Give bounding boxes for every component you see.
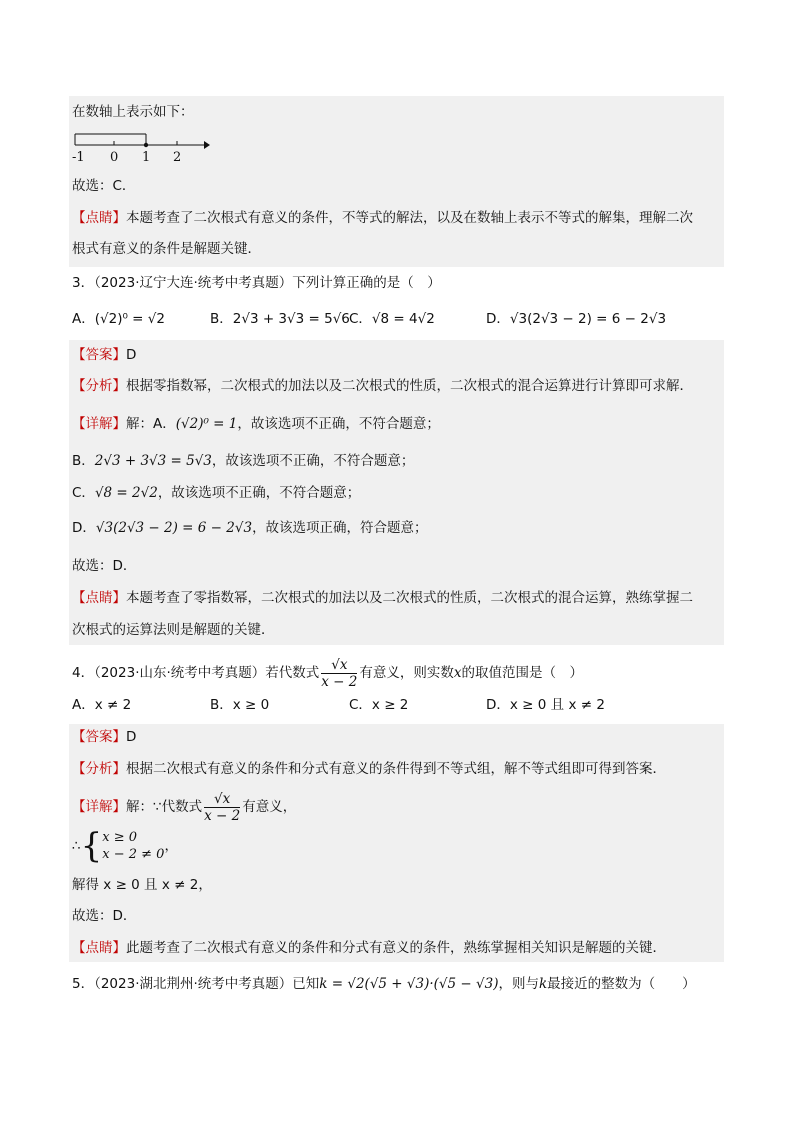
q5-stem-prefix: 5．（2023·湖北荆州·统考中考真题）已知 xyxy=(72,976,320,992)
detail-suffix: 有意义， xyxy=(242,799,297,815)
detail-d-math: √3(2√3 − 2) = 6 − 2√3 xyxy=(95,520,253,536)
q4-system: ∴{ x ≥ 0 x − 2 ≠ 0 ， xyxy=(72,826,178,866)
tick-label-0: 0 xyxy=(110,150,119,164)
comment-tag: 【点睛】 xyxy=(72,940,126,956)
q3-option-b: B．2√3 + 3√3 = 5√6 xyxy=(210,311,350,327)
q3-stem: 3．（2023·辽宁大连·统考中考真题）下列计算正确的是（ ） xyxy=(72,275,441,291)
detail-c-prefix: C． xyxy=(72,485,95,501)
detail-b-math: 2√3 + 3√3 = 5√3 xyxy=(94,453,212,469)
tick-label-2: 2 xyxy=(173,150,182,164)
analysis-text: 根据二次根式有意义的条件和分式有意义的条件得到不等式组，解不等式组即可得到答案． xyxy=(126,761,666,777)
comment-text: 此题考查了二次根式有意义的条件和分式有意义的条件，熟练掌握相关知识是解题的关键． xyxy=(126,940,666,956)
fraction-denominator: x − 2 xyxy=(204,807,241,824)
fraction-denominator: x − 2 xyxy=(321,673,358,690)
system-line-1: x ≥ 0 xyxy=(102,830,137,845)
detail-d-prefix: D． xyxy=(72,520,96,536)
q4-detail xyxy=(72,790,296,824)
detail-fraction xyxy=(204,791,240,824)
q3-option-c: C．√8 = 4√2 xyxy=(349,311,435,327)
q4-choice: 故选：D． xyxy=(72,908,137,924)
q5-stem-mid: ，则与 xyxy=(498,976,539,992)
q4-stem-prefix: 4．（2023·山东·统考中考真题）若代数式 xyxy=(72,665,320,681)
tick-label-neg1: -1 xyxy=(72,150,85,164)
q4-option-c: C．x ≥ 2 xyxy=(349,697,409,713)
tick-label-1: 1 xyxy=(142,150,151,164)
prev-choice: 故选：C． xyxy=(72,178,136,194)
fraction-numerator: √x xyxy=(321,657,357,674)
q4-solve: 解得 x ≥ 0 且 x ≠ 2， xyxy=(72,877,212,893)
q5-stem xyxy=(72,974,696,994)
q4-comment xyxy=(72,938,666,958)
detail-tag: 【详解】 xyxy=(72,416,126,432)
q3-detail-b xyxy=(72,451,414,471)
answer-value: D xyxy=(126,347,137,363)
q4-analysis xyxy=(72,759,666,779)
q4-stem xyxy=(72,656,583,690)
comment-text: 本题考查了二次根式有意义的条件，不等式的解法，以及在数轴上表示不等式的解集，理解二次 xyxy=(126,210,693,226)
q4-stem-suffix: 的取值范围是（ ） xyxy=(461,665,584,681)
detail-tag: 【详解】 xyxy=(72,799,126,815)
answer-tag: 【答案】 xyxy=(72,729,126,745)
q3-comment-line2: 次根式的运算法则是解题的关键． xyxy=(72,622,275,638)
analysis-tag: 【分析】 xyxy=(72,761,126,777)
q3-option-a: A．(√2)⁰ = √2 xyxy=(72,311,165,327)
comment-text: 本题考查了零指数幂，二次根式的加法以及二次根式的性质，二次根式的混合运算，熟练掌握二 xyxy=(126,590,693,606)
q4-option-a: A．x ≠ 2 xyxy=(72,697,132,713)
q4-answer xyxy=(72,727,136,747)
detail-c-tail: ，故该选项不正确，不符合题意； xyxy=(157,485,361,501)
comment-tag: 【点睛】 xyxy=(72,210,126,226)
q3-comment-line1 xyxy=(72,588,693,608)
comment-tag: 【点睛】 xyxy=(72,590,126,606)
detail-a-math: (√2)⁰ = 1 xyxy=(175,416,238,432)
q3-analysis xyxy=(72,376,693,396)
prev-comment-line1 xyxy=(72,208,693,228)
detail-b-prefix: B． xyxy=(72,453,95,469)
q3-choice: 故选：D． xyxy=(72,558,137,574)
q3-answer xyxy=(72,345,136,365)
detail-a-prefix: 解：A． xyxy=(126,416,176,432)
detail-c-math: √8 = 2√2 xyxy=(94,485,158,501)
q4-option-d: D．x ≥ 0 且 x ≠ 2 xyxy=(486,697,605,713)
q4-fraction xyxy=(321,657,357,690)
q5-stem-var: k xyxy=(538,976,548,992)
prev-comment-line2: 根式有意义的条件是解题关键． xyxy=(72,241,261,257)
q3-option-d: D．√3(2√3 − 2) = 6 − 2√3 xyxy=(486,311,667,327)
q5-stem-suffix: 最接近的整数为（ ） xyxy=(547,976,696,992)
q4-option-b: B．x ≥ 0 xyxy=(210,697,270,713)
detail-prefix: 解：∵代数式 xyxy=(126,799,203,815)
therefore-sign: ∴ xyxy=(72,838,81,854)
left-brace-icon: { xyxy=(80,826,103,866)
q4-stem-mid: 有意义，则实数 xyxy=(359,665,454,681)
analysis-text: 根据零指数幂，二次根式的加法以及二次根式的性质，二次根式的混合运算进行计算即可求解． xyxy=(126,378,693,394)
q3-detail-d xyxy=(72,518,428,538)
numberline-intro: 在数轴上表示如下： xyxy=(72,104,194,120)
number-line xyxy=(72,130,212,164)
answer-tag: 【答案】 xyxy=(72,347,126,363)
detail-a-tail: ，故该选项不正确，不符合题意； xyxy=(237,416,440,432)
answer-value: D xyxy=(126,729,137,745)
q5-stem-math: k = √2(√5 + √3)·(√5 − √3) xyxy=(319,976,499,992)
system-line-2: x − 2 ≠ 0 xyxy=(102,847,165,862)
q4-stem-var: x xyxy=(453,665,462,681)
inequality-system xyxy=(102,829,164,863)
analysis-tag: 【分析】 xyxy=(72,378,126,394)
fraction-numerator: √x xyxy=(204,791,240,808)
detail-b-tail: ，故该选项不正确，不符合题意； xyxy=(211,453,415,469)
detail-d-tail: ，故该选项正确，符合题意； xyxy=(252,520,428,536)
q3-detail-c xyxy=(72,483,360,503)
q3-detail-a xyxy=(72,414,440,434)
